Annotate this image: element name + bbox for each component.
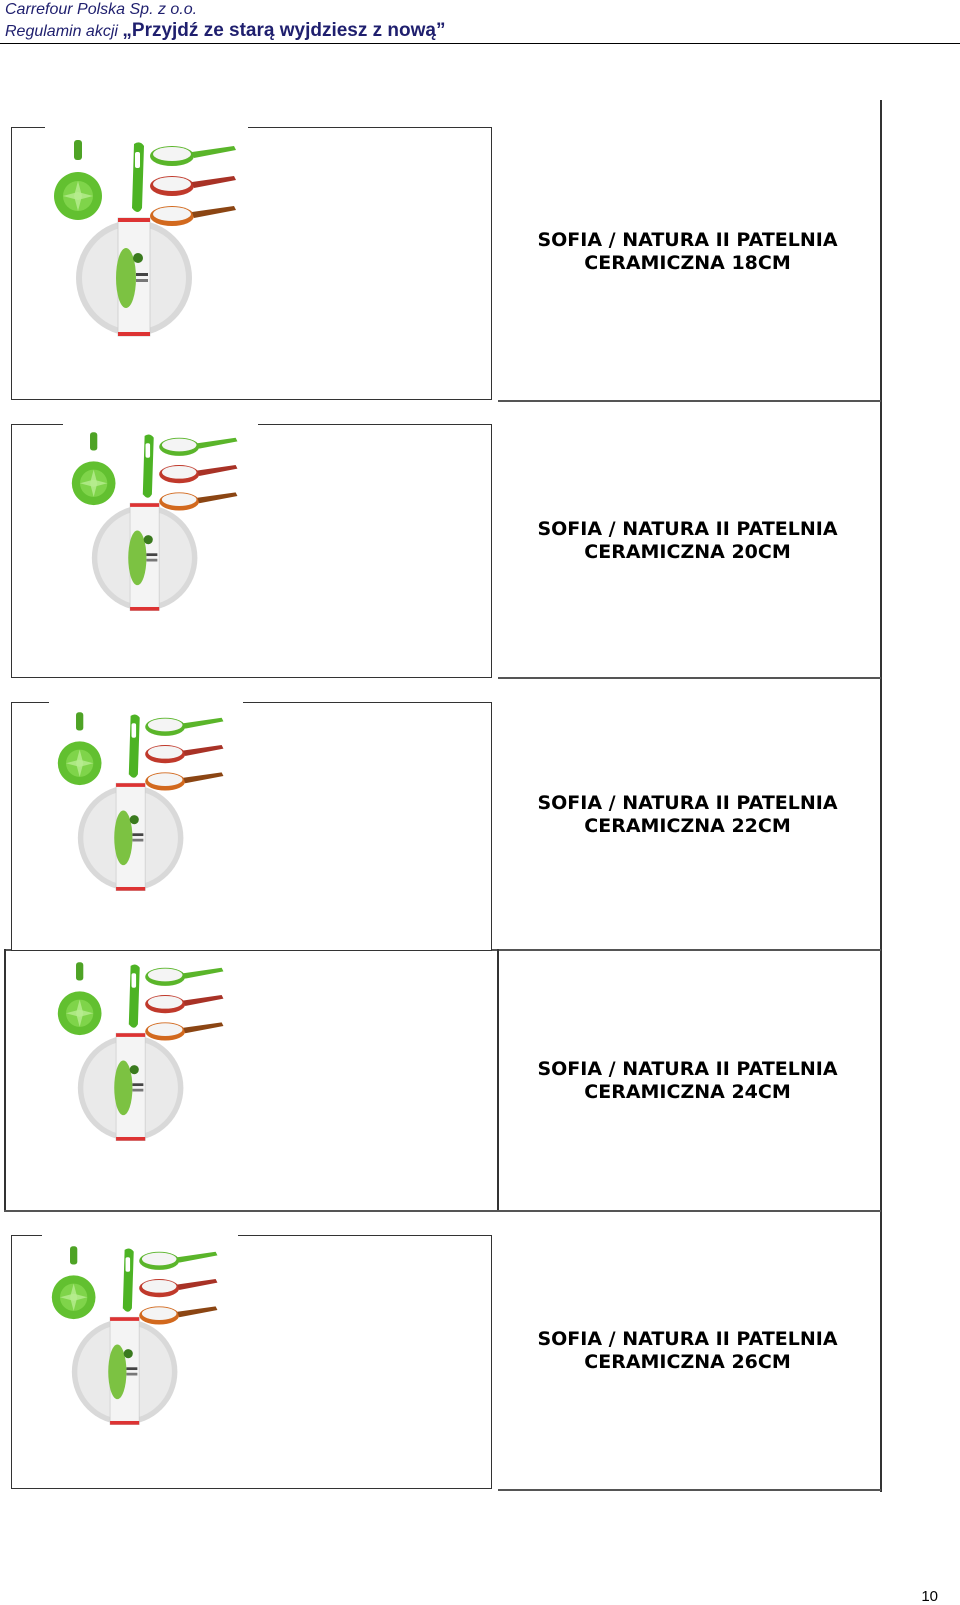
ceramic-pan-set-icon [56,710,238,902]
ceramic-pan-set-icon [52,138,252,348]
table-right-border [880,100,882,1492]
product-name-line1: SOFIA / NATURA II PATELNIA [537,1328,838,1350]
product-name-line2: CERAMICZNA 20CM [584,541,791,563]
product-name-line2: CERAMICZNA 26CM [584,1351,791,1373]
row-divider [498,400,881,402]
product-name-line2: CERAMICZNA 18CM [584,252,791,274]
frame-gap [42,1233,238,1237]
frame-gap [45,125,248,129]
frame-gap [63,422,258,426]
regulamin-prefix: Regulamin akcji [5,23,118,40]
promo-name: „Przyjdź ze starą wyjdziesz z nową” [122,20,446,41]
ceramic-pan-set-icon [70,430,252,622]
row-divider [498,677,881,679]
row-divider-vertical [4,949,6,1211]
product-name-line1: SOFIA / NATURA II PATELNIA [537,518,838,540]
product-name [500,792,875,838]
product-name-line1: SOFIA / NATURA II PATELNIA [537,792,838,814]
ceramic-pan-set-icon [50,1244,232,1436]
product-name-line2: CERAMICZNA 24CM [584,1081,791,1103]
row-divider [4,1210,881,1212]
ceramic-pan-set-icon [56,960,238,1152]
product-name-line2: CERAMICZNA 22CM [584,815,791,837]
product-name-line1: SOFIA / NATURA II PATELNIA [537,1058,838,1080]
product-name [500,229,875,275]
header-rule [0,43,960,44]
product-name [500,1058,875,1104]
product-name [500,518,875,564]
regulamin-title [5,20,960,43]
row-divider [498,1489,881,1491]
document-header [5,0,960,43]
product-name [500,1328,875,1374]
company-name: Carrefour Polska Sp. z o.o. [5,1,198,18]
row-divider-vertical [497,949,499,1211]
product-name-line1: SOFIA / NATURA II PATELNIA [537,229,838,251]
page-number: 10 [921,1588,938,1605]
frame-gap [49,700,243,704]
